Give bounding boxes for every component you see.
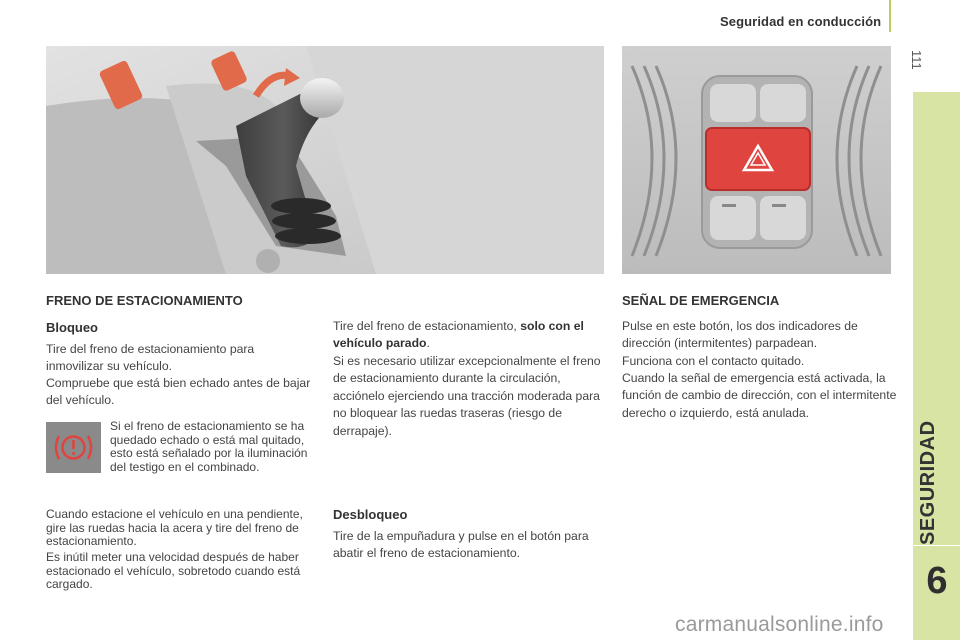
lock-instruction-emphasis: solo con el vehículo parado bbox=[333, 319, 584, 351]
header-accent-line bbox=[889, 0, 891, 32]
emergency-use-paragraph: Si es necesario utilizar excepcionalmente el freno de estacionamiento durante la circulación, acciónelo ejerciendo una tracción moderada para no bloquear las ruedas traseras (riesgo de derrapaje). bbox=[333, 354, 601, 438]
lock-paragraph-1: Tire del freno de estacionamiento para inmovilizar su vehículo. bbox=[46, 342, 255, 374]
section-label bbox=[917, 505, 940, 545]
lock-paragraph-2: Compruebe que está bien echado antes de bajar del vehículo. bbox=[46, 376, 311, 408]
lock-instruction-end: . bbox=[426, 336, 430, 351]
brake-warning-lamp-icon bbox=[46, 422, 101, 473]
hazard-switch-icon bbox=[622, 46, 891, 274]
hazard-paragraph-3: Cuando la señal de emergencia está activada, la función de cambio de dirección, con el intermitente derecho o izquierdo, está anulada. bbox=[622, 371, 897, 420]
lock-instruction bbox=[333, 318, 603, 353]
parking-brake-illustration bbox=[46, 46, 604, 274]
watermark: carmanualsonline.info bbox=[675, 613, 884, 636]
unlock-heading: Desbloqueo bbox=[333, 507, 408, 522]
parking-brake-lever-icon bbox=[46, 46, 604, 274]
page-number: 111 bbox=[909, 50, 924, 70]
gear-parking-note: Es inútil meter una velocidad después de haber estacionado el vehículo, sobretodo cuando está cargado. bbox=[46, 550, 301, 592]
lock-instruction-text: Tire del freno de estacionamiento, bbox=[333, 319, 521, 333]
hazard-paragraph-1: Pulse en este botón, los dos indicadores de dirección (intermitentes) parpadean. bbox=[622, 319, 858, 351]
brake-warning-note: Si el freno de estacionamiento se ha quedado echado o está mal quitado, esto está señalado por la iluminación del testigo en el combinado. bbox=[110, 419, 308, 474]
slope-parking-note: Cuando estacione el vehículo en una pendiente, gire las ruedas hacia la acera y tire del freno de estacionamiento. bbox=[46, 507, 303, 549]
parking-brake-heading: FRENO DE ESTACIONAMIENTO bbox=[46, 293, 243, 308]
lock-heading: Bloqueo bbox=[46, 320, 98, 335]
side-tab-divider bbox=[913, 545, 960, 546]
header-title: Seguridad en conducción bbox=[720, 14, 882, 29]
unlock-paragraph: Tire de la empuñadura y pulse en el botón para abatir el freno de estacionamiento. bbox=[333, 529, 589, 561]
chapter-number: 6 bbox=[926, 560, 948, 602]
hazard-heading: SEÑAL DE EMERGENCIA bbox=[622, 293, 780, 308]
chapter-side-tab bbox=[913, 92, 960, 640]
hazard-switch-illustration bbox=[622, 46, 891, 274]
hazard-paragraph-2: Funciona con el contacto quitado. bbox=[622, 354, 805, 368]
